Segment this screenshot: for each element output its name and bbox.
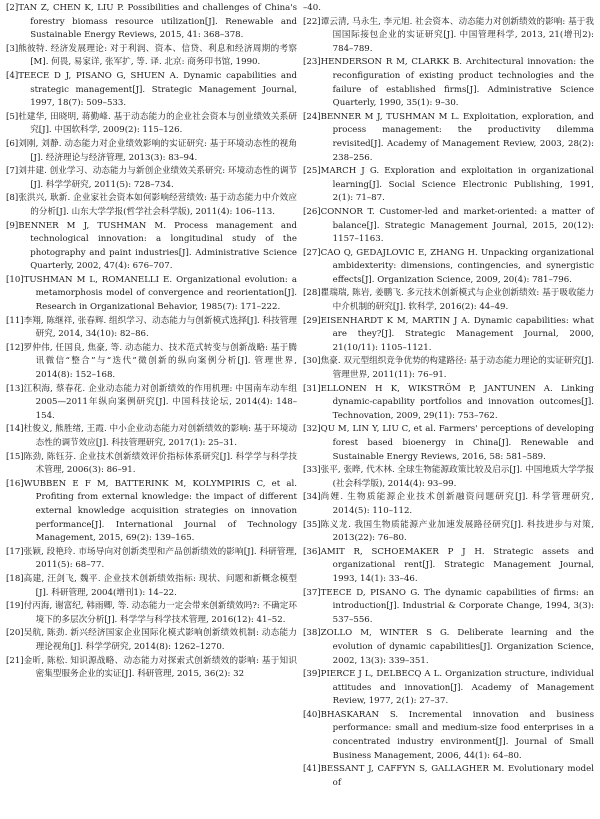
reference-text: 江积海, 蔡春花. 企业动态能力对创新绩效的作用机理: 中国南车动车组2005—2011年纵向案例研究[J]. 中国科技论坛, 2014(4): 148–154.: [23, 383, 297, 421]
reference-text: 尚娌. 生物质能源企业技术创新融资问题研究[J]. 科学管理研究, 2014(5): 110–112.: [320, 492, 594, 516]
reference-number: [18]: [6, 573, 24, 584]
reference-text: 吴航, 陈劲. 新兴经济国家企业国际化模式影响创新绩效机制: 动态能力理论视角[J]. 科学学研究, 2014(8): 1262–1270.: [23, 628, 297, 652]
reference-number: [36]: [303, 546, 321, 557]
reference-entry: [303, 423, 594, 464]
reference-text: 张平, 张晔, 代木林. 全球生物能源政策比较及启示[J]. 中国地质大学学报(社会科学版), 2014(4): 93–99.: [320, 465, 594, 489]
reference-entry: [303, 111, 594, 165]
reference-number: [41]: [303, 764, 321, 775]
reference-entry: [6, 423, 297, 450]
reference-entry: [303, 627, 594, 668]
reference-number: [14]: [6, 424, 24, 435]
reference-text: 刘井建. 创业学习、动态能力与新创企业绩效关系研究: 环境动态性的调节[J]. 科学学研究, 2011(5): 728–734.: [18, 166, 297, 190]
reference-number: [8]: [6, 193, 19, 204]
reference-entry: [6, 546, 297, 573]
reference-entry: [303, 709, 594, 763]
reference-entry: [6, 627, 297, 654]
reference-entry: [6, 655, 297, 682]
references-left-column: [6, 2, 297, 819]
reference-entry: [303, 287, 594, 314]
reference-number: [32]: [303, 424, 321, 435]
reference-entry: [303, 315, 594, 356]
reference-entry: [6, 451, 297, 478]
reference-entry: [6, 274, 297, 315]
reference-number: [24]: [303, 111, 321, 122]
reference-text: 张洪兴, 耿新. 企业家社会资本如何影响经营绩效: 基于动态能力中介效应的分析[J]. 山东大学学报(哲学社会科学版), 2011(4): 106–113.: [18, 193, 297, 217]
reference-number: [38]: [303, 628, 321, 639]
reference-text: 高建, 汪剑飞, 魏平. 企业技术创新绩效指标: 现状、问题和新概念模型[J]. 科研管理, 2004(增刊1): 14–22.: [23, 573, 297, 598]
reference-text: ZOLLO M, WINTER S G. Deliberate learning and the evolution of dynamic capabilities[J]. Organization Science, 2002, 13(3): 339–351.: [320, 628, 594, 666]
reference-entry: [303, 165, 594, 206]
reference-number: [11]: [6, 315, 24, 326]
reference-number: [30]: [303, 356, 321, 367]
reference-number: [13]: [6, 383, 24, 394]
reference-entry: [303, 206, 594, 247]
reference-text: 金昕, 陈松. 知识源战略、动态能力对探索式创新绩效的影响: 基于知识密集型服务企业的实证[J]. 科研管理, 2015, 36(2): 32: [23, 655, 297, 680]
reference-number: [31]: [303, 383, 321, 394]
reference-number: [16]: [6, 478, 24, 489]
reference-text: 罗仲伟, 任国良, 焦豪, 等. 动态能力、技术范式转变与创新战略: 基于腾讯微信“整合”与“迭代”微创新的纵向案例分析[J]. 管理世界, 2014(8): 152–168.: [23, 342, 297, 381]
reference-entry: [6, 342, 297, 383]
reference-entry: [6, 478, 297, 546]
reference-text: CAO Q, GEDAJLOVIC E, ZHANG H. Unpacking organizational ambidexterity: dimensions, contingencies, and synergistic effects[J]. Organization Science, 2009, 20(4): 781–796.: [320, 247, 594, 285]
reference-text: 谭云清, 马永生, 李元旭. 社会资本、动态能力对创新绩效的影响: 基于我国国际接包企业的实证研究[J]. 中国管理科学, 2013, 21(增刊2): 784–789.: [320, 16, 594, 54]
reference-number: [9]: [6, 220, 19, 231]
reference-entry: [6, 111, 297, 138]
reference-entry: [6, 315, 297, 342]
reference-number: [23]: [303, 57, 321, 68]
reference-number: [33]: [303, 465, 321, 476]
reference-text: 熊彼特. 经济发展理论: 对于利润、资本、信贷、利息和经济周期的考察[M]. 何畏, 易家详, 张军扩, 等. 译. 北京: 商务印书馆, 1990.: [18, 43, 297, 68]
reference-number: [27]: [303, 247, 321, 258]
reference-text: 杜建华, 田晓明, 蒋勤峰. 基于动态能力的企业社会资本与创业绩效关系研究[J]. 中国软科学, 2009(2): 115–126.: [18, 111, 297, 136]
reference-number: [3]: [6, 43, 19, 54]
reference-entry: [303, 519, 594, 546]
reference-text: BENNER M J, TUSHMAN M. Process management and technological innovation: a longitudinal study of the photography and paint industries[J]. Administrative Science Quarterly, 2002, 47(4): 676–707.: [18, 220, 297, 272]
reference-number: [20]: [6, 628, 24, 639]
reference-entry: [303, 464, 594, 491]
reference-text: BHASKARAN S. Incremental innovation and business performance: small and medium-size food enterprises in a concentrated industry environment[J]. Journal of Small Business Management, 2006, 44(1): 64–80.: [320, 709, 594, 761]
reference-text: CONNOR T. Customer-led and market-oriented: a matter of balance[J]. Strategic Management Journal, 2015, 20(12): 1157–1163.: [320, 206, 594, 245]
reference-entry: [303, 247, 594, 288]
reference-number: [19]: [6, 601, 24, 612]
reference-number: [29]: [303, 315, 321, 326]
reference-number: [2]: [6, 3, 19, 13]
reference-text: TUSHMAN M L, ROMANELLI E. Organizational evolution: a metamorphosis model of convergence and reorientation[J]. Research in Organizational Behavior, 1985(7): 171–222.: [23, 274, 297, 313]
reference-number: [40]: [303, 709, 321, 720]
reference-number: [25]: [303, 166, 321, 177]
reference-entry: [6, 600, 297, 627]
reference-entry: [303, 355, 594, 382]
reference-text: 陈义龙. 我国生物质能源产业加速发展路径研究[J]. 科技进步与对策, 2013(22): 76–80.: [320, 519, 594, 544]
reference-number: [28]: [303, 288, 321, 299]
reference-entry: [6, 2, 297, 43]
reference-number: [5]: [6, 111, 19, 122]
reference-entry: [303, 587, 594, 628]
reference-text: TEECE D, PISANO G. The dynamic capabilities of firms: an introduction[J]. Industrial & Corporate Change, 1994, 3(3): 537–556.: [320, 587, 594, 625]
reference-text: 焦豪. 双元型组织竞争优势的构建路径: 基于动态能力理论的实证研究[J]. 管理世界, 2011(11): 76–91.: [320, 356, 594, 381]
reference-entry: [6, 70, 297, 111]
reference-text: 付丙海, 谢富纪, 韩雨卿, 等. 动态能力一定会带来创新绩效吗?: 不确定环境下的多层次分析[J]. 科学学与科学技术管理, 2016(12): 41–52.: [23, 601, 297, 625]
reference-entry: [303, 56, 594, 110]
reference-number: [6]: [6, 138, 19, 149]
reference-entry: [303, 383, 594, 424]
reference-text: 陈劲, 陈钰芬. 企业技术创新绩效评价指标体系研究[J]. 科学学与科学技术管理, 2006(3): 86–91.: [23, 451, 297, 476]
reference-entry: [303, 668, 594, 709]
reference-number: [15]: [6, 451, 24, 462]
reference-entry: [6, 220, 297, 274]
reference-entry: [6, 383, 297, 424]
reference-number: [7]: [6, 166, 19, 177]
reference-number: [35]: [303, 519, 321, 530]
reference-text: 张颖, 段艳玲. 市场导向对创新类型和产品创新绩效的影响[J]. 科研管理, 2011(5): 68–77.: [23, 546, 297, 571]
reference-number: [12]: [6, 342, 24, 353]
reference-text: AMIT R, SCHOEMAKER P J H. Strategic assets and organizational rent[J]. Strategic Management Journal, 1993, 14(1): 33–46.: [320, 546, 594, 584]
reference-text: TEECE D J, PISANO G, SHUEN A. Dynamic capabilities and strategic management[J]. Strategic Management Journal, 1997, 18(7): 509–533.: [18, 70, 297, 109]
reference-number: [34]: [303, 492, 321, 503]
reference-entry: [6, 165, 297, 192]
reference-text: MARCH J G. Exploration and exploitation in organizational learning[J]. Social Science Electronic Publishing, 1991, 2(1): 71–87.: [320, 166, 594, 204]
reference-entry: [303, 763, 594, 790]
reference-entry: [303, 491, 594, 518]
reference-number: [26]: [303, 206, 321, 217]
reference-entry: [303, 546, 594, 587]
reference-entry: [6, 192, 297, 219]
reference-text: 李翔, 陈继祥, 张春辉. 组织学习、动态能力与创新模式选择[J]. 科技管理研究, 2014, 34(10): 82–86.: [23, 315, 297, 340]
reference-number: [17]: [6, 546, 24, 557]
reference-number: [39]: [303, 669, 321, 680]
references-right-column: [303, 2, 594, 819]
reference-entry: [303, 2, 594, 16]
reference-text: WUBBEN E F M, BATTERINK M, KOLYMPIRIS C, et al. Profiting from external knowledge: the impact of different external knowledge acquisition strategies on innovation performance[J]. International Journal of Technology Management, 2015, 69(2): 139–165.: [23, 478, 297, 544]
reference-number: [21]: [6, 655, 24, 666]
reference-number: [4]: [6, 70, 19, 81]
reference-number: [37]: [303, 587, 321, 598]
reference-text: 瞿瑞瑞, 陈岩, 姜鹏飞. 多元技术创新模式与企业创新绩效: 基于吸收能力中介机制的研究[J]. 软科学, 2016(2): 44–49.: [320, 288, 594, 313]
reference-text: TAN Z, CHEN K, LIU P. Possibilities and challenges of China's forestry biomass resource utilization[J]. Renewable and Sustainable Energy Reviews, 2015, 41: 368–378.: [18, 3, 297, 41]
reference-text: EISENHARDT K M, MARTIN J A. Dynamic capabilities: what are they?[J]. Strategic Management Journal, 2000, 21(10/11): 1105–1121.: [320, 315, 594, 353]
reference-text: HENDERSON R M, CLARKK B. Architectural innovation: the reconfiguration of existing product technologies and the failure of established firms[J]. Administrative Science Quarterly, 1990, 35(1): 9–30.: [320, 57, 594, 109]
reference-text: QU M, LIN Y, LIU C, et al. Farmers' perceptions of developing forest based bioenergy in China[J]. Renewable and Sustainable Energy Reviews, 2016, 58: 581–589.: [320, 424, 594, 462]
reference-number: [22]: [303, 16, 321, 27]
reference-text: 杜俊义, 熊胜绪, 王霞. 中小企业动态能力对创新绩效的影响: 基于环境动态性的调节效应[J]. 科技管理研究, 2017(1): 25–31.: [23, 424, 297, 448]
reference-text: –40.: [303, 3, 321, 13]
reference-text: BENNER M J, TUSHMAN M L. Exploitation, exploration, and process management: the productivity dilemma revisited[J]. Academy of Management Review, 2003, 28(2): 238–256.: [320, 111, 594, 163]
reference-text: ELLONEN H K, WIKSTRÖM P, JANTUNEN A. Linking dynamic-capability portfolios and innovation outcomes[J]. Technovation, 2009, 29(11): 753–762.: [320, 383, 594, 421]
reference-entry: [303, 16, 594, 57]
reference-entry: [6, 138, 297, 165]
reference-number: [10]: [6, 274, 24, 285]
reference-entry: [6, 43, 297, 70]
reference-text: BESSANT J, CAFFYN S, GALLAGHER M. Evolutionary model of: [320, 764, 594, 788]
reference-entry: [6, 573, 297, 600]
reference-text: PIERCE J L, DELBECQ A L. Organization structure, individual attitudes and innovation[J]. Academy of Management Review, 1977, 2(1): 27–37.: [320, 669, 594, 707]
reference-text: 刘刚, 刘静. 动态能力对企业绩效影响的实证研究: 基于环境动态性的视角[J]. 经济理论与经济管理, 2013(3): 83–94.: [18, 138, 297, 163]
